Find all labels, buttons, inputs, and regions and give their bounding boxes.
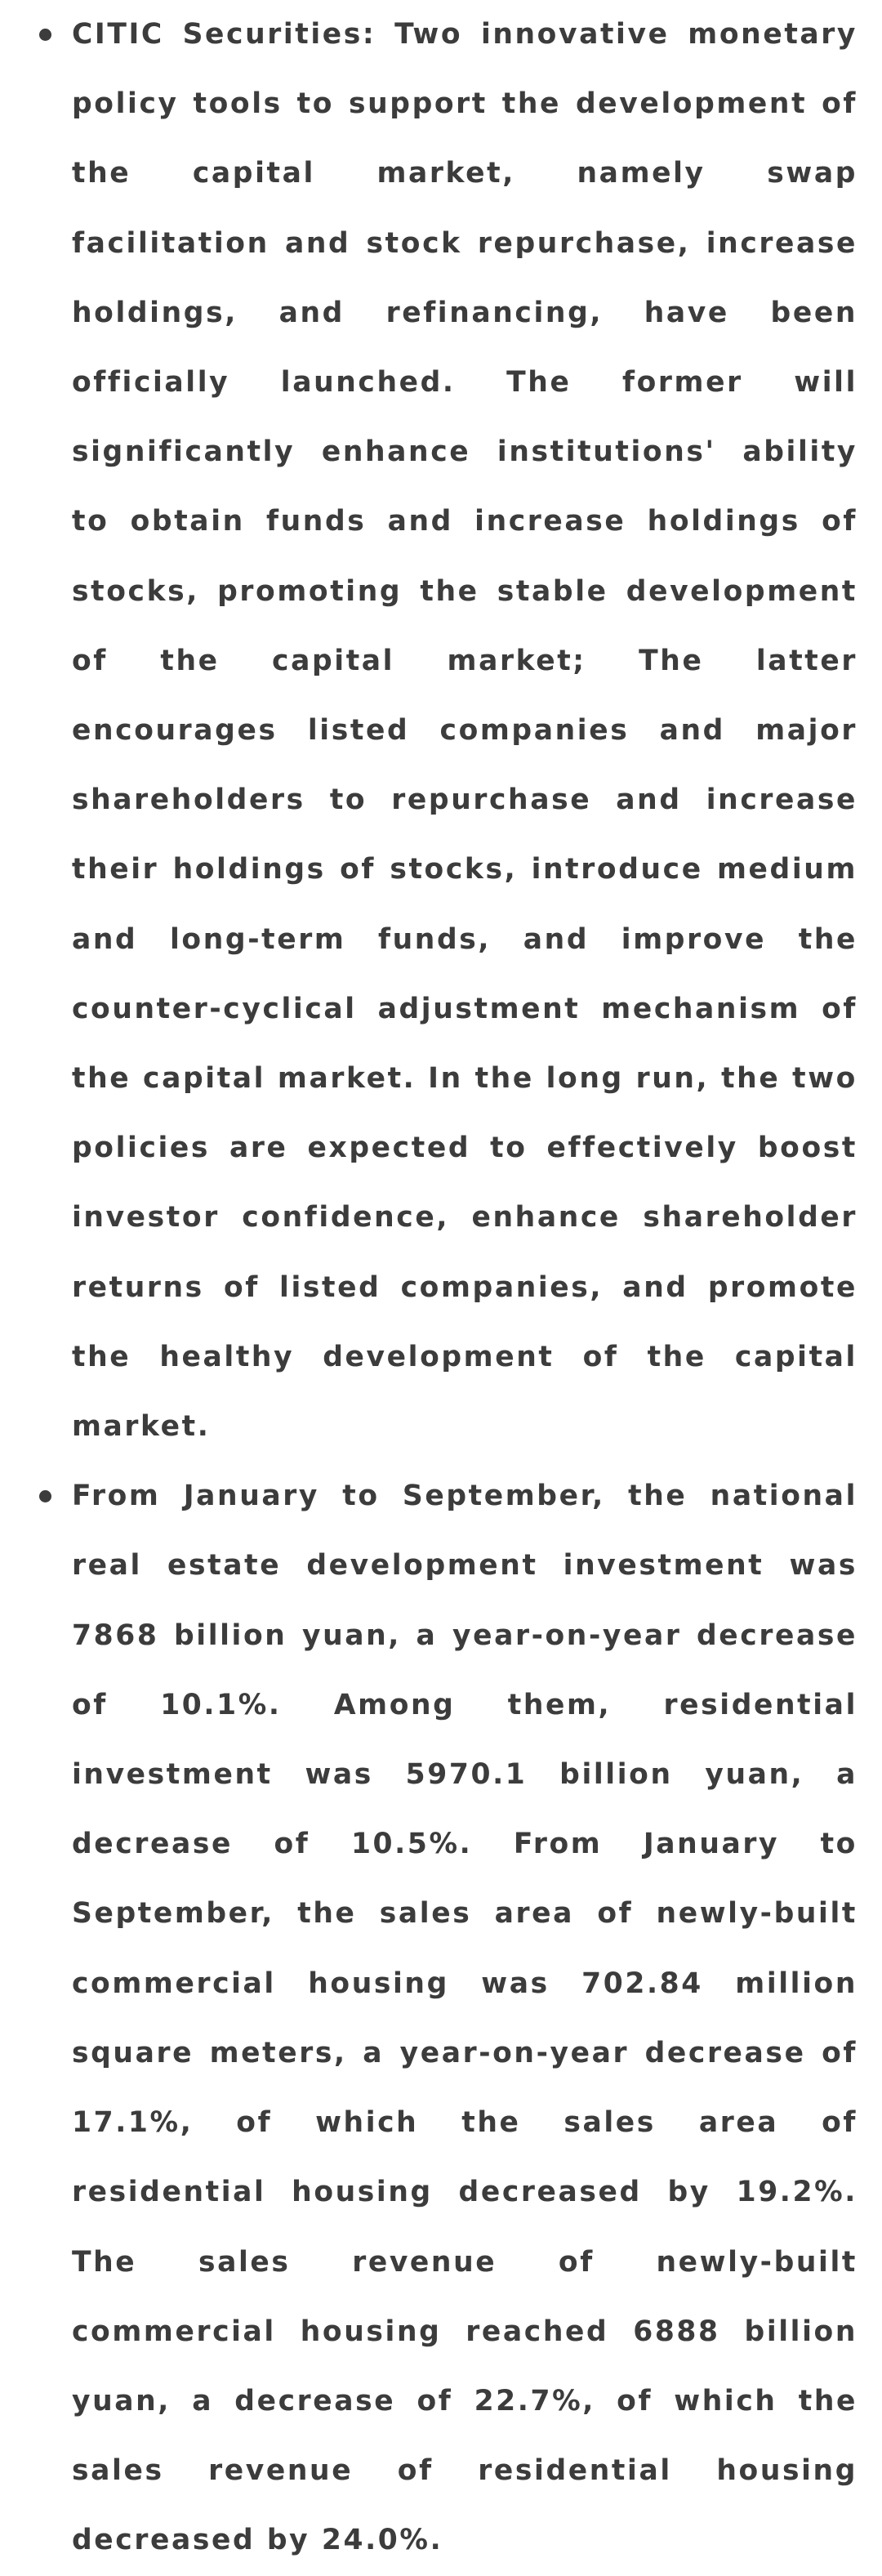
news-bullet-item-real-estate — [0, 1462, 882, 2575]
bullet-text: From January to September, the national real estate development investment was 7868 billion yuan, a year-on-year decrease of 10.1%. Among them, residential investment was 5970.1 billion yuan, a decrease of 10.5%. From January to September, the sales area of newly-built commercial housing was 702.84 million square meters, a year-on-year decrease of 17.1%, of which the sales area of residential housing decreased by 19.2%. The sales revenue of newly-built commercial housing reached 6888 billion yuan, a decrease of 22.7%, of which the sales revenue of residential housing decreased by 24.0%. — [72, 1480, 858, 2557]
bullet-dot-icon — [39, 1490, 51, 1502]
bullet-dot-icon — [39, 29, 51, 41]
bullet-text: CITIC Securities: Two innovative monetary policy tools to support the development of the capital market, namely swap facilitation and stock repurchase, increase holdings, and refinancing, have been officially launched. The former will significantly enhance institutions' ability to obtain funds and increase holdings of stocks, promoting the stable development of the capital market; The latter encourages listed companies and major shareholders to repurchase and increase their holdings of stocks, introduce medium and long-term funds, and improve the counter-cyclical adjustment mechanism of the capital market. In the long run, the two policies are expected to effectively boost investor confidence, enhance shareholder returns of listed companies, and promote the healthy development of the capital market. — [72, 18, 858, 1444]
